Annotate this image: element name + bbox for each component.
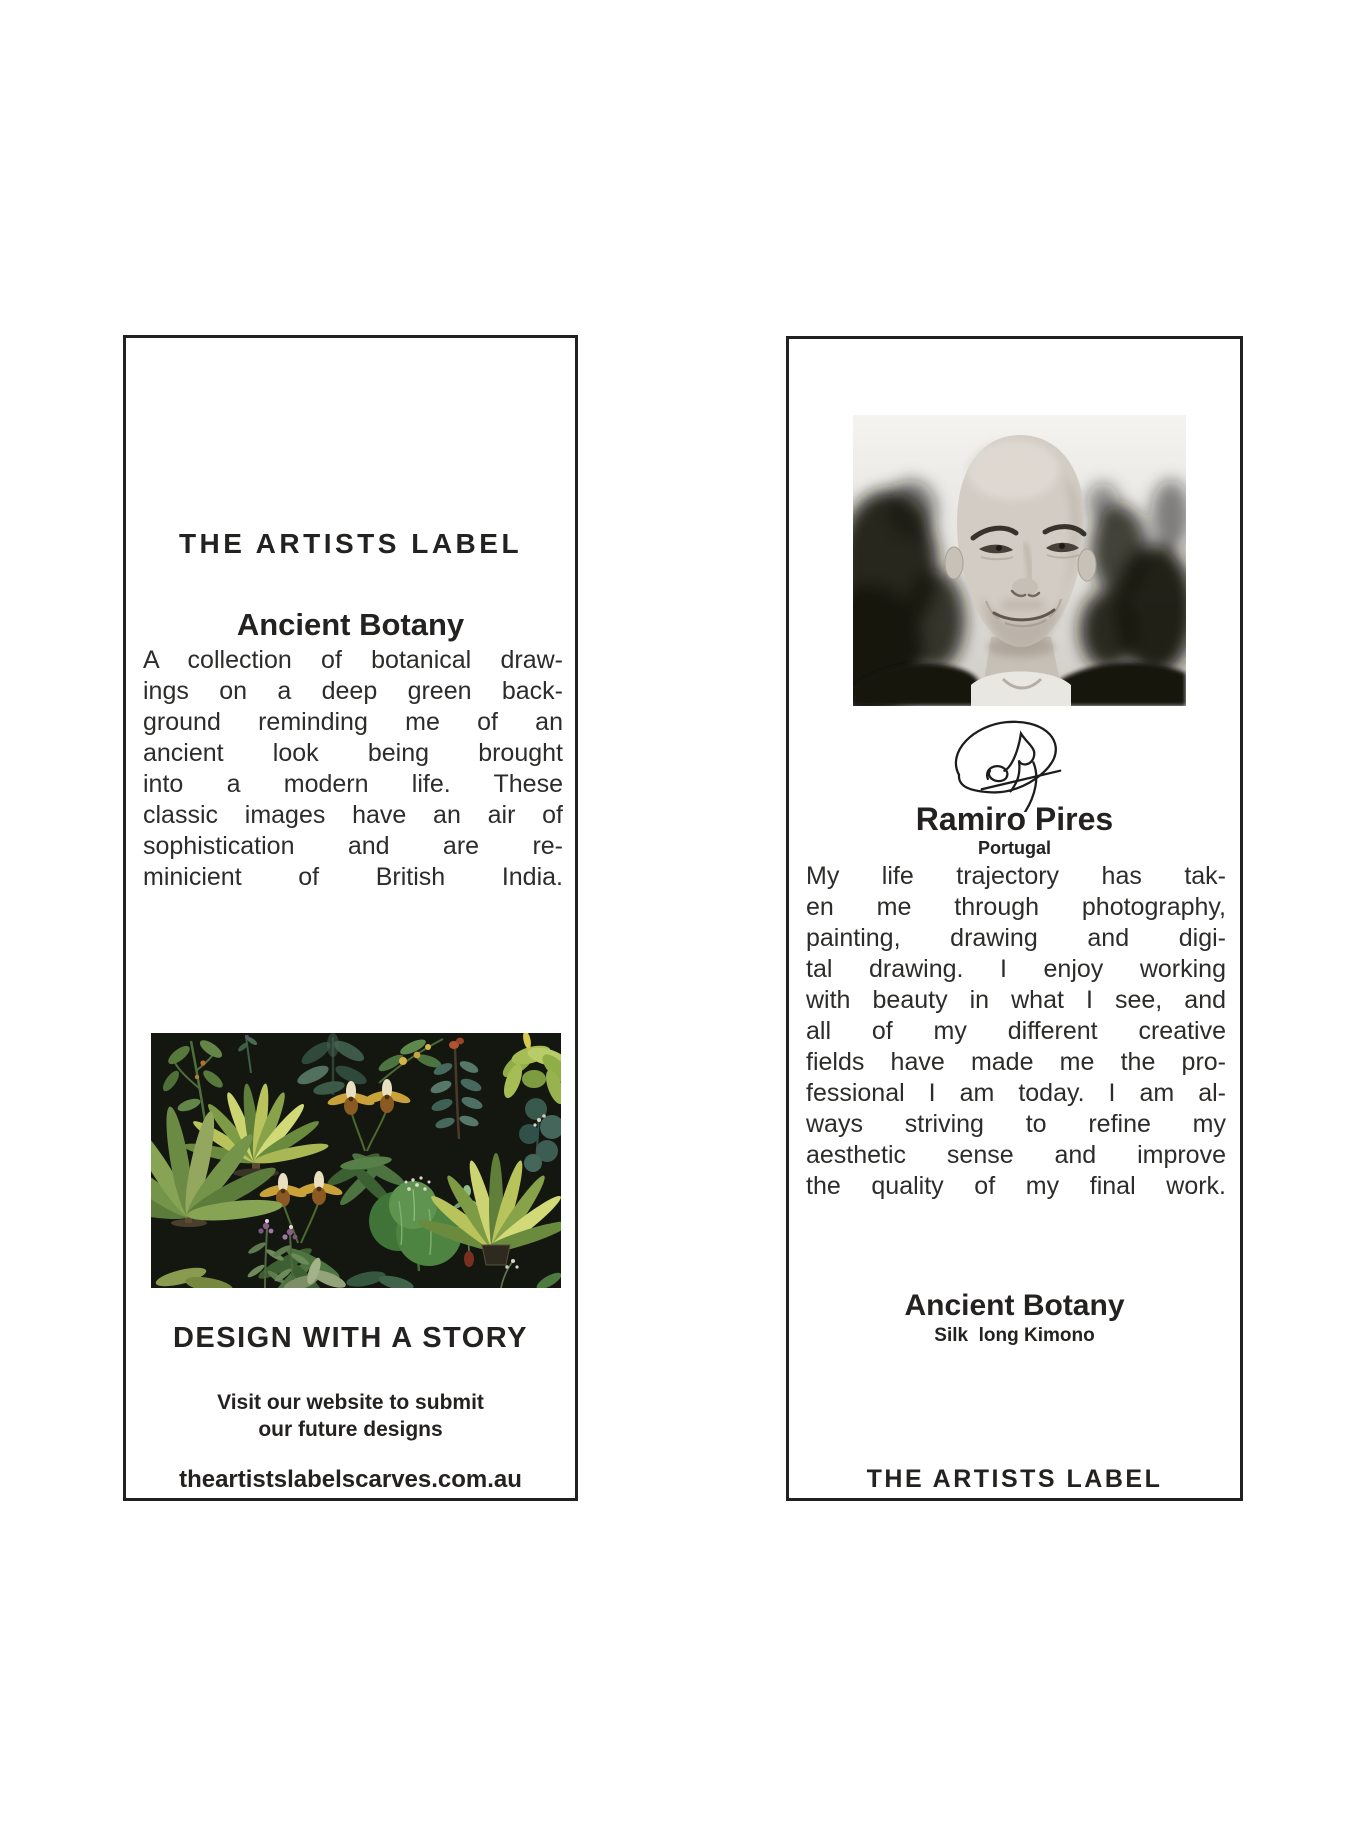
right-label-card (786, 336, 1243, 1501)
visit-note-line1: Visit our website to submit (217, 1391, 484, 1414)
tagline: DESIGN WITH A STORY (172, 1322, 529, 1354)
paragraph-line: My life trajectory has tak- (806, 862, 1226, 890)
left-brand-title: THE ARTISTS LABEL (178, 528, 523, 559)
collection-title: Ancient Botany (236, 607, 465, 642)
left-label-card (123, 335, 578, 1501)
right-brand-title: THE ARTISTS LABEL (866, 1465, 1163, 1493)
paragraph-line: ancient look being brought (143, 739, 563, 767)
artist-signature (944, 717, 1069, 812)
paragraph-line: ways striving to refine my (806, 1110, 1226, 1138)
paragraph-line: en me through photography, (806, 893, 1226, 921)
product-title: Ancient Botany (904, 1289, 1125, 1322)
collection-description (143, 645, 563, 893)
website-url: theartistslabelscarves.com.au (179, 1466, 522, 1493)
paragraph-line: fields have made me the pro- (806, 1048, 1226, 1076)
paragraph-line: classic images have an air of (143, 801, 563, 829)
paragraph-line: A collection of botanical draw- (143, 646, 563, 674)
product-subtitle: Silk long Kimono (934, 1325, 1095, 1346)
artist-name: Ramiro Pires (915, 801, 1114, 837)
artist-country: Portugal (977, 838, 1051, 858)
paragraph-line: fessional I am today. I am al- (806, 1079, 1226, 1107)
paragraph-line: all of my different creative (806, 1017, 1226, 1045)
visit-note-line2: our future designs (258, 1418, 443, 1441)
paragraph-line: aesthetic sense and improve (806, 1141, 1226, 1169)
visit-note (126, 1389, 575, 1443)
botanical-pattern-image (151, 1033, 561, 1288)
paragraph-line: sophistication and are re- (143, 832, 563, 860)
paragraph-line: minicient of British India. (143, 863, 563, 891)
paragraph-line: with beauty in what I see, and (806, 986, 1226, 1014)
artist-bio (806, 861, 1226, 1202)
paragraph-line: tal drawing. I enjoy working (806, 955, 1226, 983)
artist-portrait-image (853, 415, 1186, 706)
paragraph-line: ings on a deep green back- (143, 677, 563, 705)
paragraph-line: painting, drawing and digi- (806, 924, 1226, 952)
paragraph-line: ground reminding me of an (143, 708, 563, 736)
paragraph-line: into a modern life. These (143, 770, 563, 798)
paragraph-line: the quality of my final work. (806, 1172, 1226, 1200)
